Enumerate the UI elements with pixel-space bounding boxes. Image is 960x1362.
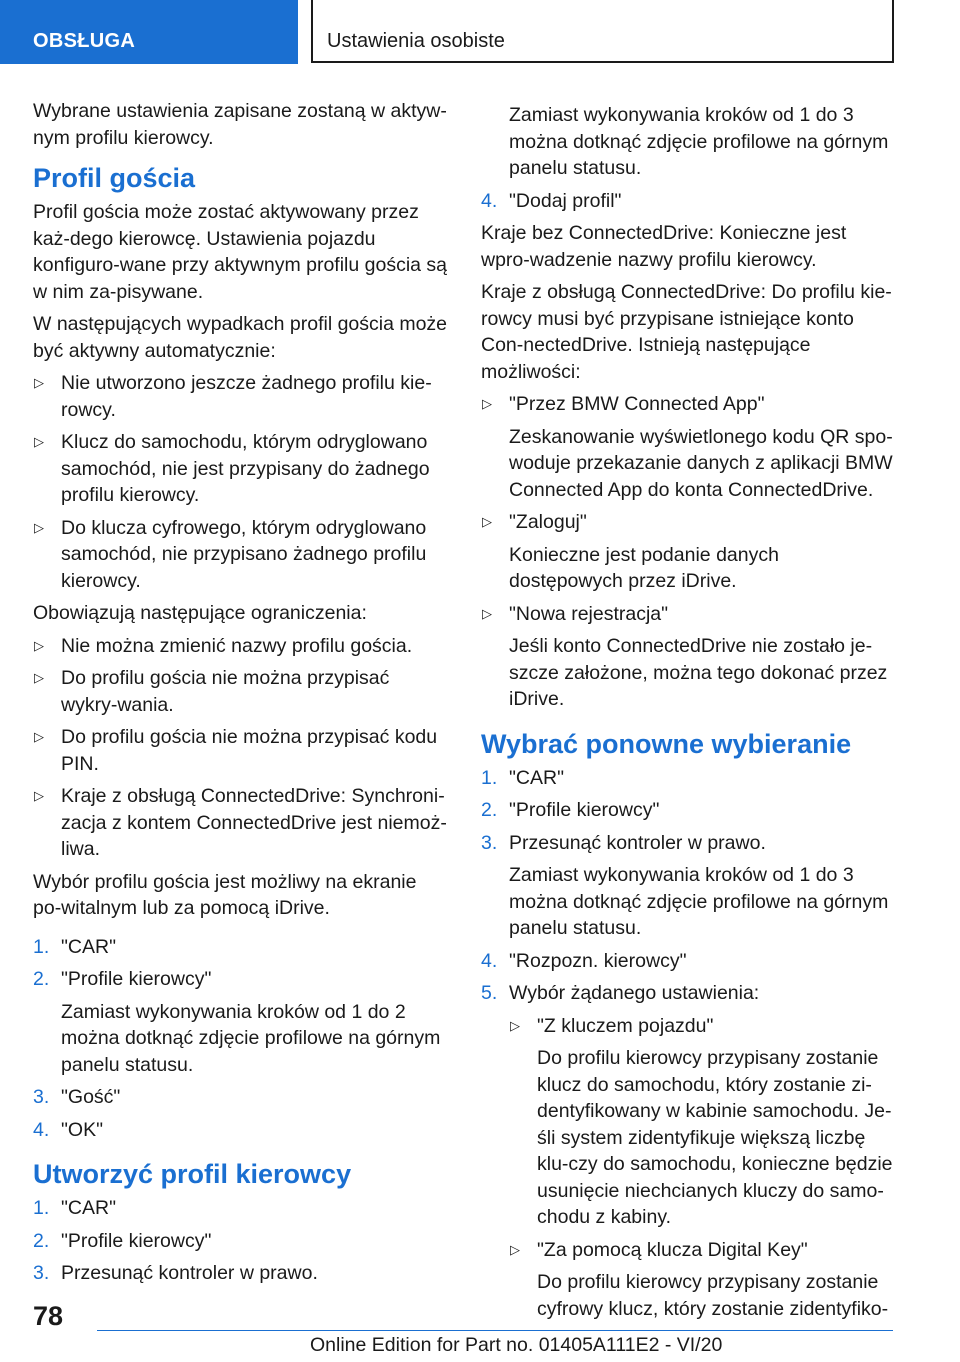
heading-guest-profile: Profil gościa — [33, 163, 196, 193]
triangle-bullet-icon: ▷ — [510, 1017, 520, 1033]
sub-option-desc: Do profilu kierowcy przypisany zostanie klucz do samochodu, który zostanie zi-dentyfikowany w kabinie samochodu. Je-śli system zidentyfikuje większą liczbę klu-czy do samochodu, konieczne będzie usunięcie niechcianych kluczy do samo-chodu z kabiny. — [537, 1047, 893, 1228]
step-note: Zamiast wykonywania kroków od 1 do 3 można dotknąć zdjęcie profilowe na górnym panelu statusu. — [509, 104, 889, 179]
chapter-title: Ustawienia osobiste — [327, 30, 505, 52]
list-item: ▷ Klucz do samochodu, którym odryglowano samochód, nie jest przypisany do żadnego profilu kierowcy. — [34, 431, 430, 506]
triangle-bullet-icon: ▷ — [482, 514, 492, 529]
triangle-bullet-icon: ▷ — [34, 788, 44, 803]
step-item: 2. "Profile kierowcy" — [33, 1229, 212, 1252]
paragraph: W następujących wypadkach profil gościa może być aktywny automatycznie: — [33, 313, 448, 362]
step-item: 1. "CAR" — [481, 766, 565, 789]
step-item: 4. "OK" — [33, 1118, 104, 1141]
triangle-bullet-icon: ▷ — [34, 729, 44, 744]
triangle-bullet-icon: ▷ — [34, 375, 44, 390]
option-item: ▷ "Przez BMW Connected App" — [481, 391, 896, 418]
section-tab — [0, 0, 298, 64]
paragraph: Profil gościa może zostać aktywowany przez każ-dego kierowcę. Ustawienia pojazdu konfiguro-wane przy aktywnym profilu gościa są w nim za-pisywane. — [33, 201, 448, 303]
step-item: 4. "Rozpozn. kierowcy" — [481, 949, 687, 972]
step-item: 2. "Profile kierowcy" — [481, 799, 660, 821]
step-item: 3. Przesunąć kontroler w prawo. — [481, 831, 766, 854]
step-item: 3. "Gość" — [33, 1086, 121, 1108]
paragraph: Wybór profilu gościa jest możliwy na ekranie po-witalnym lub za pomocą iDrive. — [33, 870, 417, 919]
page-number: 78 — [33, 1301, 64, 1331]
triangle-bullet-icon: ▷ — [510, 1241, 520, 1257]
left-column — [33, 98, 448, 1293]
triangle-bullet-icon: ▷ — [34, 519, 44, 535]
step-item: 1. "CAR" — [33, 935, 117, 958]
list-item: ▷ Do profilu gościa nie można przypisać wykry-wania. — [34, 667, 390, 716]
step-item: 4. "Dodaj profil" — [481, 189, 622, 212]
step-item: 1. "CAR" — [33, 1197, 117, 1219]
option-item: ▷ "Nowa rejestracja" — [481, 601, 896, 628]
section-title: OBSŁUGA — [33, 30, 136, 52]
triangle-bullet-icon: ▷ — [34, 637, 44, 653]
step-item: 2. "Profile kierowcy" — [33, 968, 212, 990]
step-item: 3. Przesunąć kontroler w prawo. — [33, 1262, 318, 1284]
heading-create-profile: Utworzyć profil kierowcy — [33, 1159, 352, 1189]
option-desc: Zeskanowanie wyświetlonego kodu QR spo-woduje przekazanie danych z aplikacji BMW Connected App do konta ConnectedDrive. — [509, 425, 893, 501]
heading-redial: Wybrać ponowne wybieranie — [481, 728, 852, 759]
option-item: ▷ "Zaloguj" — [481, 509, 896, 536]
step-note: Zamiast wykonywania kroków od 1 do 3 można dotknąć zdjęcie profilowe na górnym panelu statusu. — [509, 864, 889, 939]
sub-option-item: ▷ "Z kluczem pojazdu" — [481, 1013, 896, 1040]
paragraph: Obowiązują następujące ograniczenia: — [33, 602, 367, 624]
footer-divider — [97, 1330, 893, 1331]
option-desc: Konieczne jest podanie danych dostępowych przez iDrive. — [509, 543, 779, 592]
triangle-bullet-icon: ▷ — [34, 434, 44, 449]
triangle-bullet-icon: ▷ — [482, 396, 492, 411]
sub-option-item: ▷ "Za pomocą klucza Digital Key" — [481, 1237, 896, 1264]
right-column — [481, 102, 896, 1328]
list-item: ▷ Do klucza cyfrowego, którym odryglowano samochód, nie przypisano żadnego profilu kierowcy. — [34, 516, 427, 592]
sub-option-desc: Do profilu kierowcy przypisany zostanie cyfrowy klucz, który zostanie zidentyfiko- — [537, 1271, 889, 1320]
list-item: ▷ Nie utworzono jeszcze żadnego profilu kie-rowcy. — [34, 372, 432, 421]
list-item: ▷ Do profilu gościa nie można przypisać kodu PIN. — [34, 726, 438, 775]
option-desc: Jeśli konto ConnectedDrive nie zostało je-szcze założone, można tego dokonać przez iDrive. — [509, 635, 888, 710]
paragraph: Kraje z obsługą ConnectedDrive: Do profilu kie-rowcy musi być przypisane istniejące konto Con-nectedDrive. Istnieją następujące możliwości: — [481, 281, 892, 383]
step-item: 5. Wybór żądanego ustawienia: — [481, 982, 760, 1004]
triangle-bullet-icon: ▷ — [482, 605, 492, 621]
paragraph: Kraje bez ConnectedDrive: Konieczne jest wpro-wadzenie nazwy profilu kierowcy. — [481, 222, 847, 271]
list-item: ▷ Kraje z obsługą ConnectedDrive: Synchroni-zacja z kontem ConnectedDrive jest niemoż-liwa. — [34, 785, 447, 860]
intro-text: Wybrane ustawienia zapisane zostaną w aktyw-nym profilu kierowcy. — [33, 100, 447, 149]
step-note: Zamiast wykonywania kroków od 1 do 2 można dotknąć zdjęcie profilowe na górnym panelu statusu. — [61, 1000, 441, 1076]
chapter-tab — [311, 0, 894, 63]
triangle-bullet-icon: ▷ — [34, 670, 44, 685]
list-item: ▷ Nie można zmienić nazwy profilu gościa. — [33, 633, 448, 660]
footer-edition: Online Edition for Part no. 01405A111E2 - VI/20 — [310, 1334, 723, 1356]
